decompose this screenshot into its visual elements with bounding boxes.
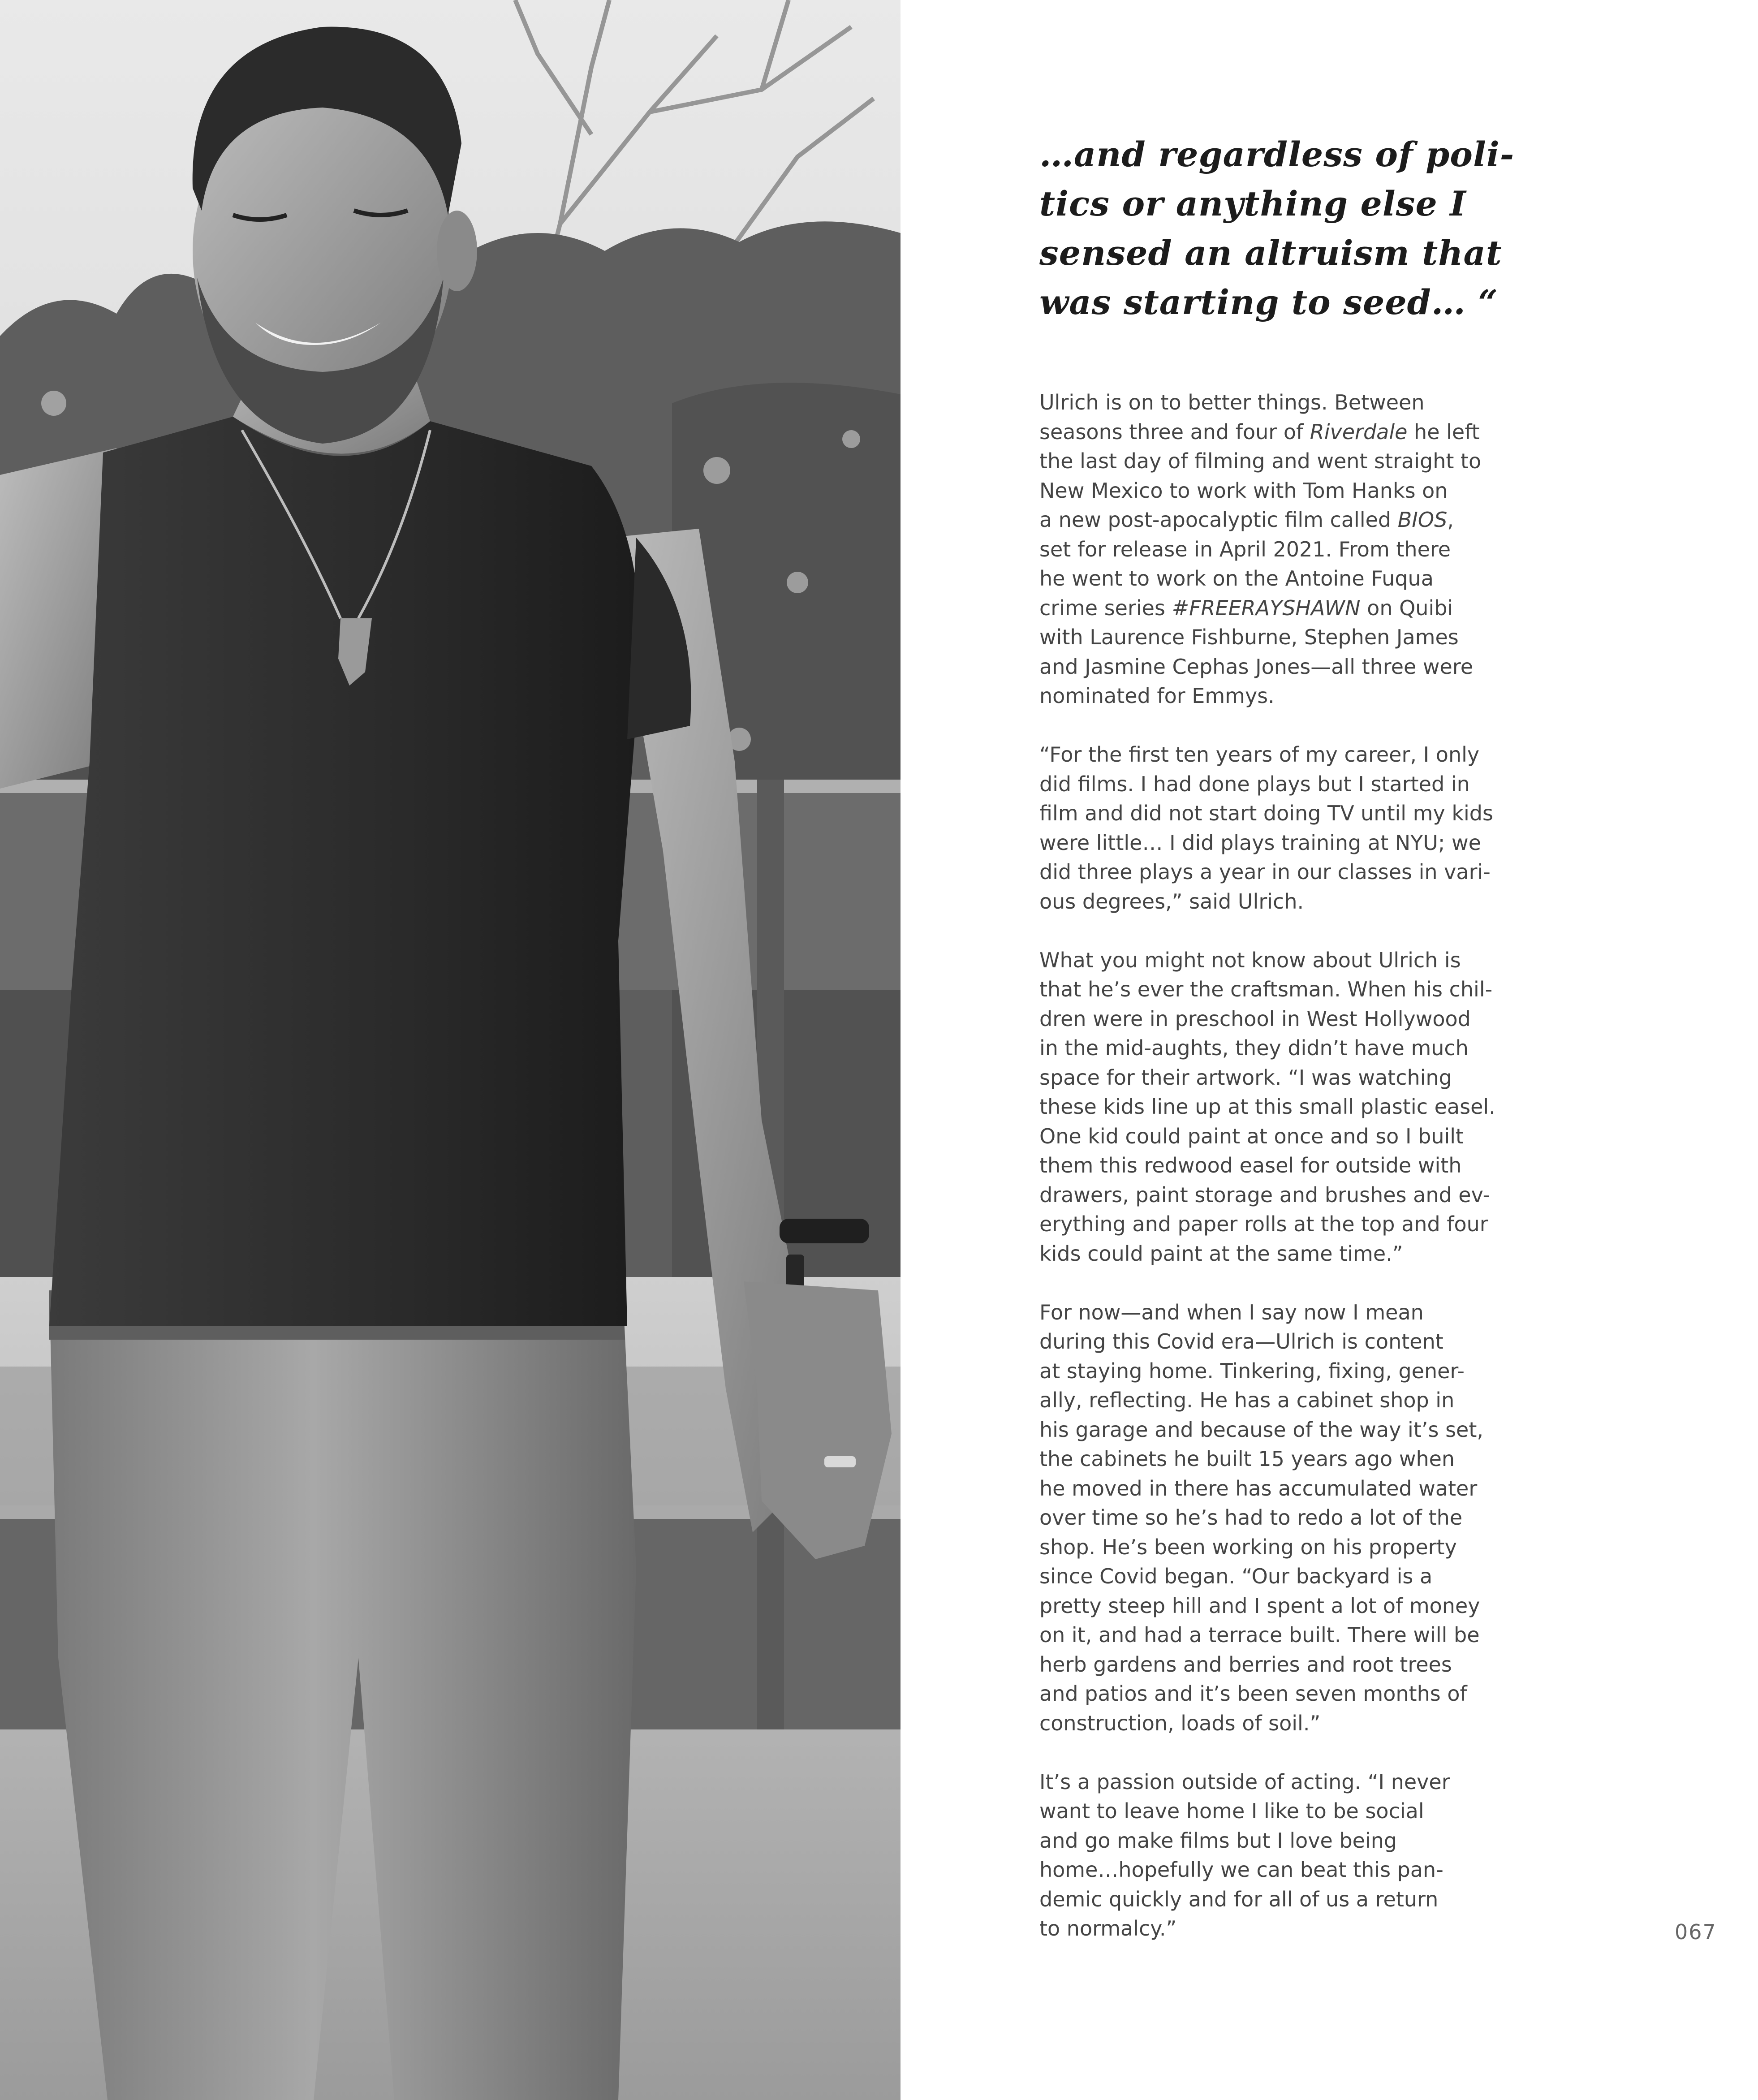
article-text: seasons three and four of <box>1039 419 1310 444</box>
article-text: over time so he’s had to redo a lot of the <box>1039 1505 1463 1530</box>
article-paragraph <box>1039 946 1528 1269</box>
article-line <box>1039 1797 1528 1826</box>
article-line <box>1039 1621 1528 1650</box>
article-text: in the mid-aughts, they didn’t have much <box>1039 1036 1469 1060</box>
article-line <box>1039 1445 1528 1474</box>
article-line <box>1039 828 1528 858</box>
pull-quote <box>1039 130 1532 327</box>
article-text: ous degrees,” said Ulrich. <box>1039 889 1304 914</box>
article-text: were little… I did plays training at NYU; we <box>1039 830 1481 855</box>
article-text: home…hopefully we can beat this pan- <box>1039 1858 1443 1882</box>
article-line <box>1039 652 1528 682</box>
article-line <box>1039 1415 1528 1445</box>
article-text: Ulrich is on to better things. Between <box>1039 390 1425 414</box>
article-line <box>1039 770 1528 799</box>
article-line <box>1039 1562 1528 1591</box>
article-line <box>1039 1679 1528 1709</box>
article-paragraph <box>1039 1768 1528 1944</box>
article-line <box>1039 447 1528 476</box>
article-text: want to leave home I like to be social <box>1039 1799 1424 1823</box>
article-line <box>1039 418 1528 447</box>
article-text: that he’s ever the craftsman. When his chil- <box>1039 977 1493 1001</box>
article-text: at staying home. Tinkering, fixing, gener- <box>1039 1358 1465 1383</box>
article-line <box>1039 1034 1528 1063</box>
article-text: his garage and because of the way it’s set, <box>1039 1417 1483 1442</box>
article-line <box>1039 594 1528 623</box>
article-paragraph <box>1039 740 1528 916</box>
pull-quote-line: was starting to seed… “ <box>1039 282 1498 322</box>
article-line <box>1039 535 1528 565</box>
article-text: and go make films but I love being <box>1039 1828 1397 1853</box>
article-line <box>1039 1914 1528 1944</box>
article-paragraph <box>1039 388 1528 711</box>
article-line <box>1039 1092 1528 1122</box>
article-text: since Covid began. “Our backyard is a <box>1039 1564 1433 1588</box>
article-paragraph <box>1039 1298 1528 1738</box>
article-line <box>1039 1063 1528 1093</box>
article-line <box>1039 1181 1528 1210</box>
article-text: demic quickly and for all of us a return <box>1039 1887 1439 1911</box>
pull-quote-line: …and regardless of poli- <box>1039 134 1515 174</box>
article-text: on Quibi <box>1360 595 1453 620</box>
article-line <box>1039 1709 1528 1738</box>
article-line <box>1039 1855 1528 1885</box>
article-line <box>1039 564 1528 594</box>
article-title-italic: #FREERAYSHAWN <box>1172 595 1361 620</box>
article-title-italic: Riverdale <box>1310 419 1408 444</box>
article-line <box>1039 1768 1528 1797</box>
article-line <box>1039 1826 1528 1856</box>
article-text: crime series <box>1039 595 1172 620</box>
article-text: kids could paint at the same time.” <box>1039 1241 1403 1266</box>
article-line <box>1039 1885 1528 1915</box>
article-text: dren were in preschool in West Hollywood <box>1039 1006 1471 1031</box>
article-text: construction, loads of soil.” <box>1039 1711 1321 1735</box>
article-text: One kid could paint at once and so I built <box>1039 1124 1464 1148</box>
article-body <box>1039 388 1528 1973</box>
article-text: the cabinets he built 15 years ago when <box>1039 1447 1455 1471</box>
article-text: and patios and it’s been seven months of <box>1039 1682 1467 1706</box>
pull-quote-line: sensed an altruism that <box>1039 233 1502 273</box>
article-text: these kids line up at this small plastic easel. <box>1039 1095 1495 1119</box>
article-line <box>1039 1503 1528 1533</box>
page-number: 067 <box>1675 1920 1717 1944</box>
article-text: did three plays a year in our classes in vari- <box>1039 860 1491 884</box>
article-text: he went to work on the Antoine Fuqua <box>1039 566 1434 591</box>
article-line <box>1039 1386 1528 1415</box>
article-line <box>1039 681 1528 711</box>
article-text: What you might not know about Ulrich is <box>1039 948 1461 972</box>
article-line <box>1039 858 1528 887</box>
article-text: set for release in April 2021. From there <box>1039 537 1451 561</box>
article-title-italic: BIOS <box>1397 508 1448 532</box>
article-text: he left <box>1407 419 1480 444</box>
article-text: a new post-apocalyptic film called <box>1039 508 1398 532</box>
article-text: and Jasmine Cephas Jones—all three were <box>1039 654 1474 679</box>
article-text: nominated for Emmys. <box>1039 684 1275 708</box>
article-line <box>1039 887 1528 917</box>
article-text: during this Covid era—Ulrich is content <box>1039 1329 1443 1354</box>
article-text: , <box>1447 508 1454 532</box>
article-line <box>1039 1298 1528 1328</box>
article-line <box>1039 975 1528 1005</box>
article-line <box>1039 623 1528 652</box>
article-line <box>1039 946 1528 975</box>
article-line <box>1039 1210 1528 1239</box>
article-line <box>1039 388 1528 418</box>
article-text: New Mexico to work with Tom Hanks on <box>1039 478 1448 503</box>
article-text: to normalcy.” <box>1039 1916 1177 1940</box>
article-line <box>1039 1650 1528 1680</box>
article-line <box>1039 1239 1528 1269</box>
article-text: on it, and had a terrace built. There will be <box>1039 1623 1480 1647</box>
article-line <box>1039 1533 1528 1562</box>
article-line <box>1039 476 1528 506</box>
article-line <box>1039 505 1528 535</box>
pull-quote-line: tics or anything else I <box>1039 184 1466 224</box>
article-line <box>1039 1474 1528 1504</box>
article-text: herb gardens and berries and root trees <box>1039 1652 1452 1677</box>
article-text: It’s a passion outside of acting. “I never <box>1039 1769 1450 1794</box>
article-text: the last day of filming and went straight to <box>1039 449 1482 473</box>
article-text: film and did not start doing TV until my kids <box>1039 801 1493 825</box>
article-text: For now—and when I say now I mean <box>1039 1300 1424 1324</box>
article-line <box>1039 799 1528 828</box>
article-text: did films. I had done plays but I started in <box>1039 772 1470 796</box>
article-text: them this redwood easel for outside with <box>1039 1153 1462 1177</box>
article-text: “For the first ten years of my career, I only <box>1039 742 1480 767</box>
article-text: erything and paper rolls at the top and four <box>1039 1212 1488 1236</box>
article-text: ally, reflecting. He has a cabinet shop in <box>1039 1388 1455 1412</box>
article-text: with Laurence Fishburne, Stephen James <box>1039 625 1459 649</box>
article-line <box>1039 1122 1528 1151</box>
article-line <box>1039 1005 1528 1034</box>
article-line <box>1039 1151 1528 1181</box>
article-text: he moved in there has accumulated water <box>1039 1476 1478 1501</box>
article-line <box>1039 1327 1528 1357</box>
article-text: pretty steep hill and I spent a lot of money <box>1039 1593 1480 1618</box>
article-text: drawers, paint storage and brushes and ev- <box>1039 1182 1491 1207</box>
article-line <box>1039 1357 1528 1386</box>
article-line <box>1039 1591 1528 1621</box>
article-text: shop. He’s been working on his property <box>1039 1535 1457 1559</box>
article-line <box>1039 740 1528 770</box>
article-text: space for their artwork. “I was watching <box>1039 1065 1452 1090</box>
